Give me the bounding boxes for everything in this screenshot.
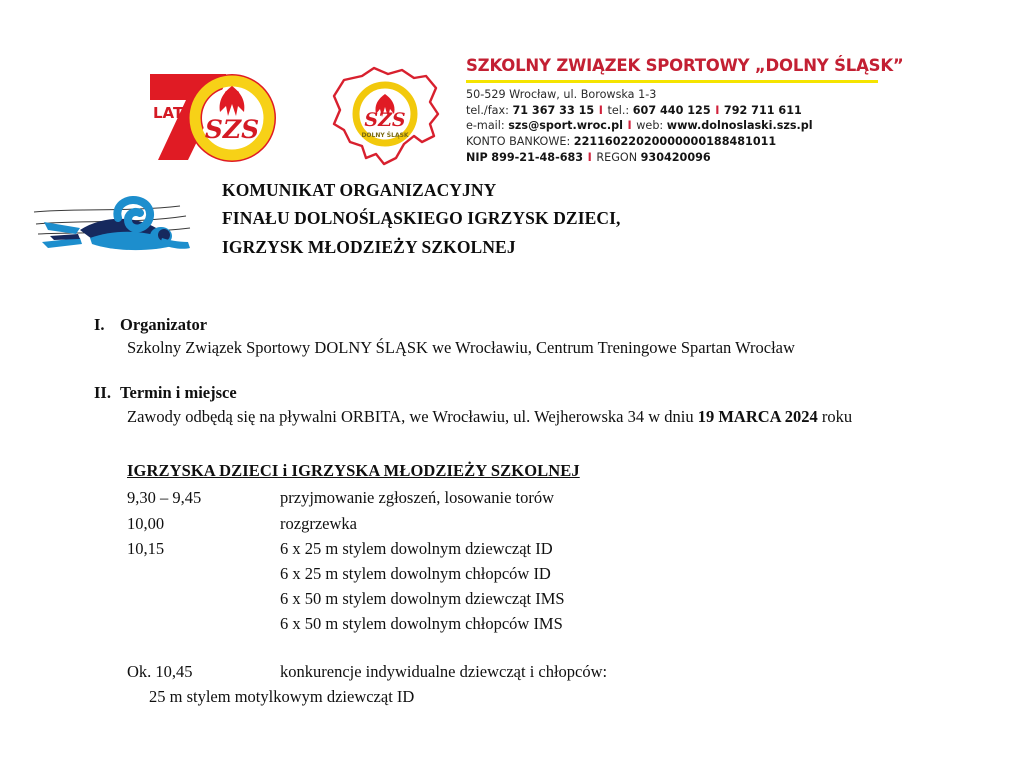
schedule-time [127,611,280,636]
szs-70-lat-logo-graphic [140,56,290,168]
phone-label: tel./fax: [466,103,509,117]
organization-yellow-rule [466,80,878,83]
organization-title: SZKOLNY ZWIĄZEK SPORTOWY „DOLNY ŚLĄSK” [466,56,904,75]
section-heading-label: Termin i miejsce [120,383,237,403]
organization-details [466,56,904,166]
bank-label: KONTO BANKOWE: [466,135,571,149]
schedule-row [127,536,950,561]
organization-email-line [466,118,896,134]
section-termin-heading [94,382,950,403]
phone-1: 71 367 33 15 [512,103,595,117]
organization-contact-lines [466,87,896,167]
schedule-time [127,561,280,586]
email-label: e-mail: [466,119,505,133]
schedule-description: 6 x 25 m stylem dowolnym dziewcząt ID [280,538,553,558]
page-title-line-2: FINAŁU DOLNOŚLĄSKIEGO IGRZYSK DZIECI, [222,208,621,229]
document-content [0,314,1024,709]
regon-label: REGON [596,151,638,165]
schedule-time: 10,00 [127,513,165,533]
organization-address-line: 50-529 Wrocław, ul. Borowska 1-3 [466,87,657,101]
svg-text:SZS: SZS [364,109,406,131]
section-termin-body [127,405,950,429]
swimmer-icon [30,172,202,282]
schedule-row [127,659,950,684]
page-title-line-3: IGRZYSK MŁODZIEŻY SZKOLNEJ [222,236,516,257]
termin-text-before: Zawody odbędą się na pływalni ORBITA, we Wrocławiu, ul. Wejherowska 34 w dniu [127,406,698,426]
section-organizator [94,314,950,360]
schedule-row [127,485,950,510]
schedule-description: rozgrzewka [280,513,357,533]
schedule-time: 10,15 [127,538,165,558]
schedule-spacer [127,636,950,659]
section-heading-label: Organizator [120,315,208,334]
section-organizator-heading [94,314,950,335]
web-label: web: [636,119,664,133]
termin-text-after: roku [817,406,853,426]
separator-icon: I [627,119,632,133]
schedule-description: przyjmowanie zgłoszeń, losowanie torów [280,488,555,508]
page-header [0,0,1024,172]
schedule-description: 6 x 25 m stylem dowolnym chłopców ID [280,563,551,583]
separator-icon: I [715,103,720,117]
schedule-row [127,511,950,536]
bank-account-number: 22116022020000000188481011 [573,135,777,149]
page-title [222,176,621,261]
schedule-row [127,611,950,636]
nip-label: NIP [466,151,488,165]
schedule-time: 9,30 – 9,45 [127,488,202,508]
section-termin-i-miejsce [94,382,950,428]
svg-text:LAT: LAT [153,104,184,122]
regon-value: 930420096 [640,151,711,165]
swimmer-illustration [30,172,202,282]
document-title-row [0,172,1024,292]
nip-value: 899-21-48-683 [491,151,584,165]
schedule-row [127,561,950,586]
separator-icon: I [587,151,592,165]
schedule-time: Ok. 10,45 [127,661,193,681]
web-address[interactable]: www.dolnoslaski.szs.pl [666,119,813,133]
schedule-time [127,586,280,611]
dolny-slask-map-logo-graphic [318,62,452,170]
phone-2-label: tel.: [607,103,630,117]
szs-70-lat-logo [140,56,290,168]
svg-text:SZS: SZS [204,115,260,144]
section-organizator-body: Szkolny Związek Sportowy DOLNY ŚLĄSK we Wrocławiu, Centrum Treningowe Spartan Wrocław [127,338,795,358]
organization-nip-regon-line [466,150,896,166]
schedule-description: 6 x 50 m stylem dowolnym dziewcząt IMS [280,588,565,608]
termin-date-bold: 19 MARCA 2024 [697,406,818,426]
schedule-title: IGRZYSKA DZIECI i IGRZYSKA MŁODZIEŻY SZKOLNEJ [127,460,580,480]
schedule-sub-item: 25 m stylem motylkowym dziewcząt ID [149,687,415,707]
section-numeral: II. [94,383,111,403]
organization-phone-line [466,103,896,119]
schedule-row [127,586,950,611]
phone-2: 607 440 125 [632,103,711,117]
schedule-block [127,459,950,709]
svg-text:DOLNY ŚLĄSK: DOLNY ŚLĄSK [361,132,409,139]
schedule-description: 6 x 50 m stylem dowolnym chłopców IMS [280,613,563,633]
phone-3: 792 711 611 [723,103,802,117]
organization-bank-line [466,134,896,150]
email-address[interactable]: szs@sport.wroc.pl [508,119,623,133]
section-numeral: I. [94,315,105,334]
separator-icon: I [598,103,603,117]
dolny-slask-map-logo [318,62,452,170]
page-title-line-1: KOMUNIKAT ORGANIZACYJNY [222,180,497,200]
schedule-description: konkurencje indywidualne dziewcząt i chłopców: [280,661,608,681]
